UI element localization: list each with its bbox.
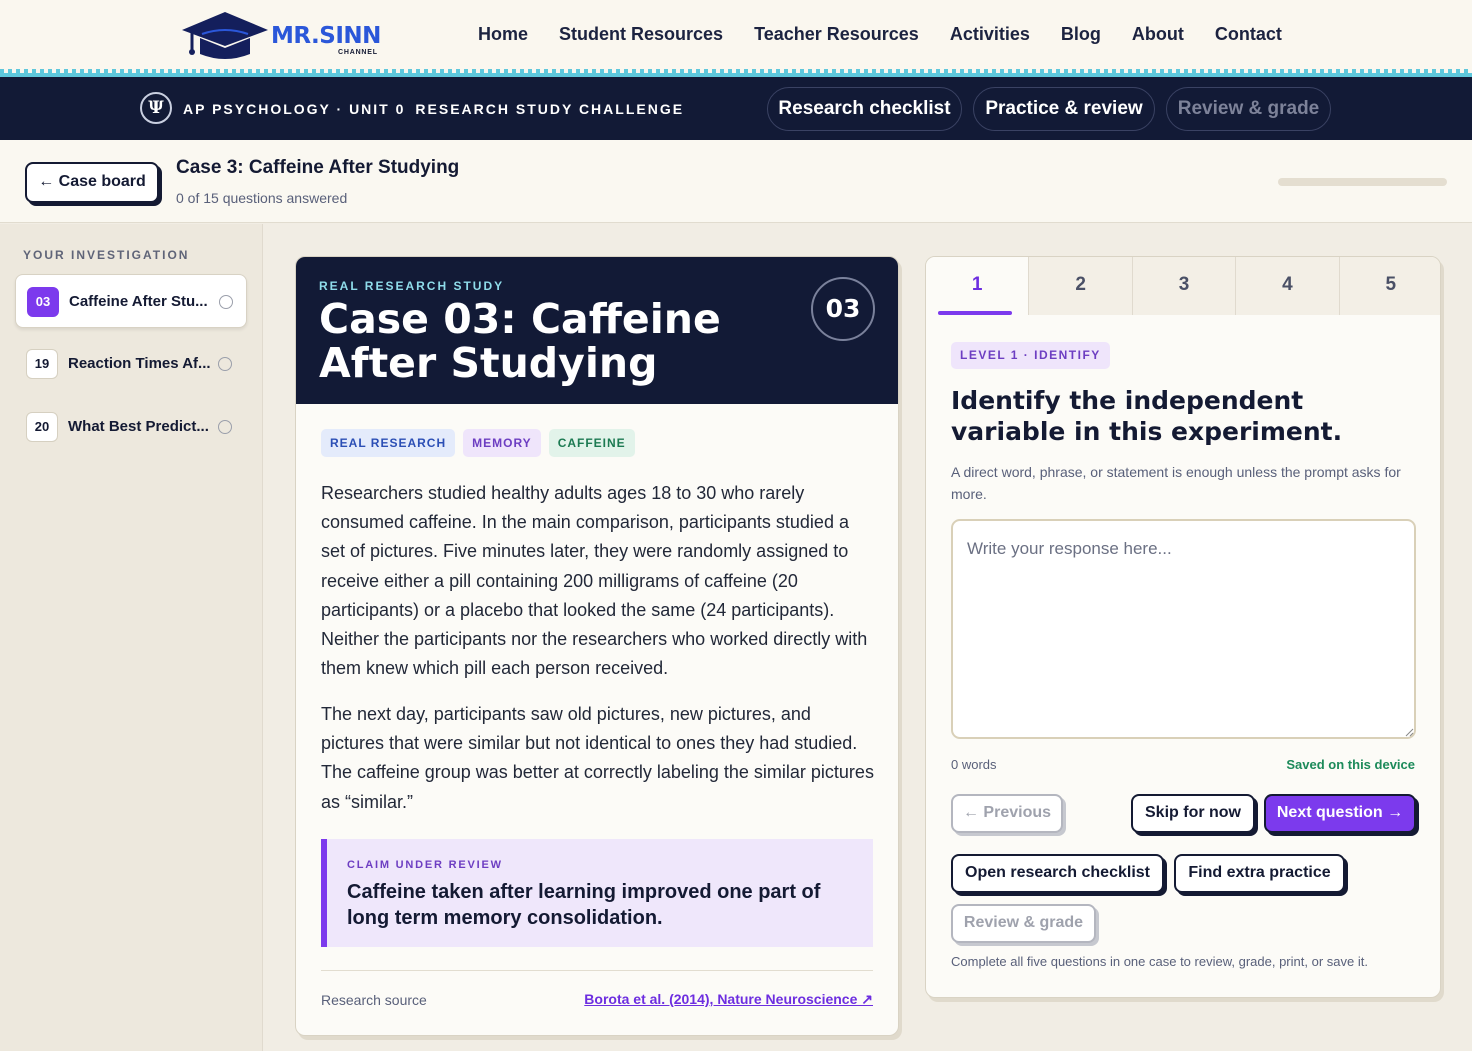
nav-blog[interactable]: Blog — [1060, 24, 1101, 44]
research-checklist-button[interactable]: Research checklist — [767, 87, 962, 131]
extra-practice-button[interactable]: Find extra practice — [1174, 854, 1345, 893]
case-number-badge: 03 — [27, 287, 59, 317]
answered-count: 0 of 15 questions answered — [176, 190, 348, 206]
graduation-cap-icon — [180, 10, 270, 62]
sidebar-heading: YOUR INVESTIGATION — [23, 248, 190, 262]
tab-question-3[interactable]: 3 — [1133, 257, 1236, 315]
case-number-circle: 03 — [811, 277, 875, 341]
main-nav — [478, 24, 1313, 45]
tag-caffeine: CAFFEINE — [549, 429, 635, 457]
status-circle-icon — [218, 357, 232, 371]
tab-question-5[interactable]: 5 — [1340, 257, 1441, 315]
nav-about[interactable]: About — [1131, 24, 1184, 44]
question-title: Identify the independent variable in this experiment. — [951, 386, 1343, 446]
sidebar-item-label: Reaction Times Af... — [68, 355, 211, 372]
unit-bar — [0, 77, 1472, 140]
status-circle-icon — [218, 420, 232, 434]
status-circle-icon — [219, 295, 233, 309]
case-number-badge: 19 — [26, 349, 58, 379]
case-card-header — [296, 257, 899, 404]
nav-activities[interactable]: Activities — [949, 24, 1030, 44]
logo-text: MR.SINN — [271, 23, 381, 49]
sidebar-item-label: What Best Predict... — [68, 418, 209, 435]
resize-handle-icon[interactable] — [1404, 727, 1414, 737]
level-badge: LEVEL 1 · IDENTIFY — [951, 342, 1110, 369]
tag-memory: MEMORY — [463, 429, 541, 457]
sidebar-item-caffeine[interactable] — [15, 274, 247, 328]
previous-button[interactable]: ← Previous — [951, 794, 1063, 833]
practice-review-button[interactable]: Practice & review — [973, 87, 1155, 131]
tab-question-2[interactable]: 2 — [1029, 257, 1132, 315]
breadcrumb-challenge: RESEARCH STUDY CHALLENGE — [415, 101, 685, 117]
site-logo[interactable] — [180, 10, 390, 62]
case-board-button[interactable]: ← Case board — [25, 162, 159, 203]
logo-subtitle: CHANNEL — [338, 49, 378, 56]
sidebar-item-reaction-times[interactable] — [15, 337, 247, 391]
source-label: Research source — [321, 992, 427, 1008]
case-number-badge: 20 — [26, 412, 58, 442]
case-title: Case 03: Caffeine After Studying — [319, 295, 721, 387]
case-header — [0, 140, 1472, 223]
claim-label: CLAIM UNDER REVIEW — [347, 859, 503, 871]
nav-home[interactable]: Home — [478, 24, 529, 44]
word-count: 0 words — [951, 757, 997, 772]
breadcrumb-unit: AP PSYCHOLOGY · UNIT 0 — [183, 101, 406, 117]
question-tabs — [926, 257, 1441, 315]
source-link[interactable]: Borota et al. (2014), Nature Neuroscience ↗ — [584, 991, 873, 1007]
divider — [321, 970, 873, 971]
claim-box — [321, 839, 873, 947]
tag-list — [321, 429, 635, 457]
nav-contact[interactable]: Contact — [1214, 24, 1282, 44]
sidebar — [0, 224, 263, 1051]
case-card — [295, 256, 899, 1036]
review-grade-button[interactable]: Review & grade — [1166, 87, 1331, 131]
progress-bar — [1278, 178, 1447, 186]
tab-question-4[interactable]: 4 — [1236, 257, 1339, 315]
nav-teacher-resources[interactable]: Teacher Resources — [754, 24, 919, 44]
top-nav — [0, 0, 1472, 70]
nav-student-resources[interactable]: Student Resources — [559, 24, 724, 44]
open-checklist-button[interactable]: Open research checklist — [951, 854, 1164, 893]
case-description-2: The next day, participants saw old pictures, new pictures, and pictures that were similar but not identical to ones they had studied. The caffeine group was better at correctly labeling the similar pictures as “similar.” — [321, 704, 874, 812]
breadcrumb — [183, 101, 684, 117]
question-panel — [925, 256, 1441, 998]
saved-status: Saved on this device — [1286, 757, 1415, 772]
psi-icon: Ψ — [140, 92, 172, 124]
case-description-1: Researchers studied healthy adults ages 18 to 30 who rarely consumed caffeine. In the main comparison, participants studied a set of pictures. Five minutes later, they were randomly assigned to receive either a pill containing 200 milligrams of caffeine (20 participants) or a placebo that looked the same (24 participants). Neither the participants nor the researchers who worked directly with them knew which pill each person received. — [321, 483, 868, 679]
claim-text: Caffeine taken after learning improved one part of long term memory consolidation. — [347, 881, 821, 929]
case-kicker: REAL RESEARCH STUDY — [319, 279, 505, 293]
next-question-button[interactable]: Next question → — [1264, 794, 1416, 833]
page-title: Case 3: Caffeine After Studying — [176, 157, 460, 178]
tag-real-research: REAL RESEARCH — [321, 429, 455, 457]
response-input[interactable] — [951, 519, 1416, 739]
sidebar-item-label: Caffeine After Stu... — [69, 293, 208, 310]
completion-note: Complete all five questions in one case to review, grade, print, or save it. — [951, 954, 1368, 969]
question-hint: A direct word, phrase, or statement is enough unless the prompt asks for more. — [951, 464, 1401, 502]
review-grade-panel-button[interactable]: Review & grade — [951, 904, 1096, 943]
tab-question-1[interactable]: 1 — [926, 257, 1029, 315]
sidebar-item-best-predict[interactable] — [15, 400, 247, 454]
skip-button[interactable]: Skip for now — [1131, 794, 1255, 833]
